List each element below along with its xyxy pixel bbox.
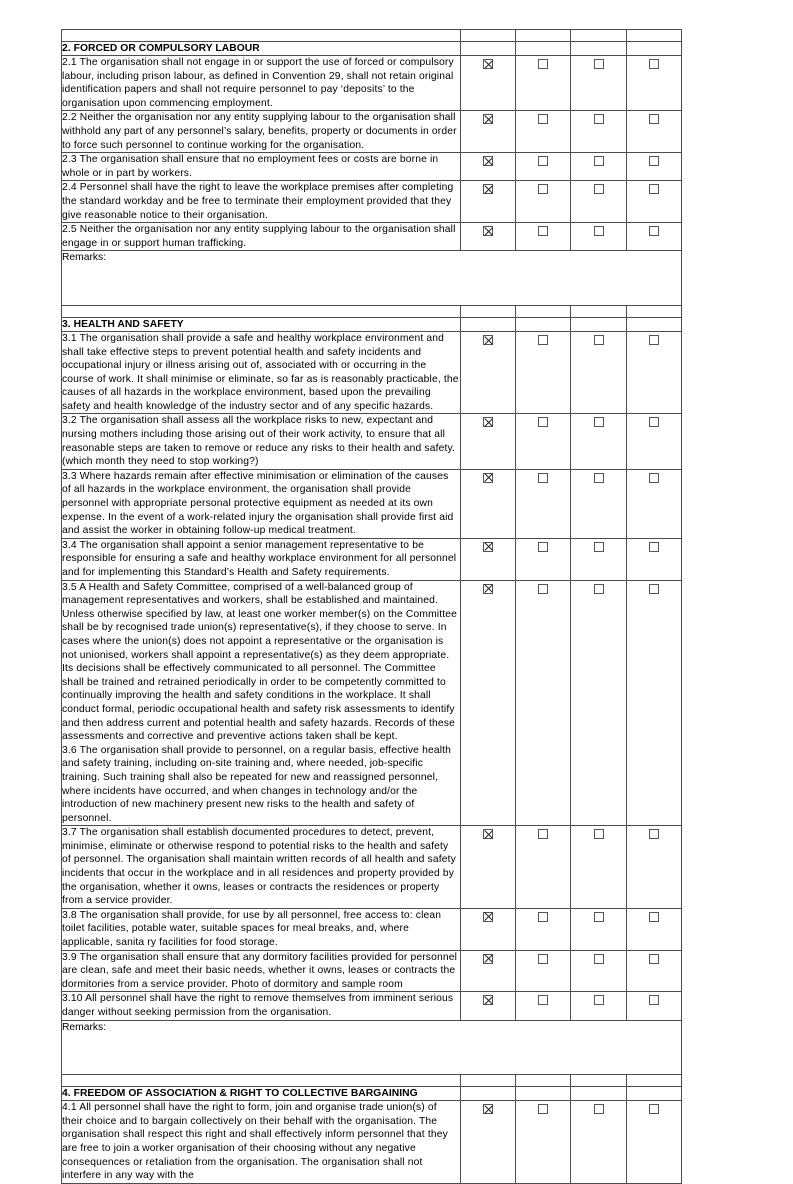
requirement-text: [62, 181, 461, 223]
checkbox-empty-icon[interactable]: [538, 226, 548, 236]
checkbox-empty-icon[interactable]: [538, 335, 548, 345]
requirement-row: [62, 223, 682, 251]
requirement-text: [62, 908, 461, 950]
requirement-text: [62, 950, 461, 992]
checkbox-cell-2.3-col4[interactable]: [627, 153, 682, 181]
checkbox-empty-icon[interactable]: [649, 59, 659, 69]
checkbox-cell-3.5-3.6-col3[interactable]: [571, 580, 627, 826]
checkbox-cell-2.4-col2[interactable]: [516, 181, 571, 223]
checkbox-empty-icon[interactable]: [594, 542, 604, 552]
checkbox-cell-2.5-col3[interactable]: [571, 223, 627, 251]
checkbox-empty-icon[interactable]: [649, 542, 659, 552]
checkbox-empty-icon[interactable]: [649, 829, 659, 839]
checkbox-checked-icon[interactable]: [483, 912, 493, 922]
requirement-paragraph: 2.1 The organisation shall not engage in or support the use of forced or compulsory labour, including prison labour, as defined in Convention 29, shall not retain original identification papers and shall not require personnel to pay ‘deposits’ to the organisation upon commencing employment.: [62, 57, 454, 109]
section-heading-check-cell: [627, 42, 682, 56]
checkbox-cell-3.1-col2[interactable]: [516, 331, 571, 414]
checkbox-empty-icon[interactable]: [594, 114, 604, 124]
checkbox-checked-icon[interactable]: [483, 184, 493, 194]
section-heading: 3. HEALTH AND SAFETY: [62, 317, 461, 331]
requirement-paragraph: 3.9 The organisation shall ensure that any dormitory facilities provided for personnel are clean, safe and meet their basic needs, whether it owns, leases or contracts the dormitories from a service provider. Photo of dormitory and sample room: [62, 951, 458, 990]
empty-check-cell: [516, 1075, 571, 1087]
checkbox-checked-icon[interactable]: [483, 473, 493, 483]
checkbox-cell-3.8-col4[interactable]: [627, 908, 682, 950]
checkbox-cell-2.5-col1[interactable]: [461, 223, 516, 251]
checkbox-cell-3.5-3.6-col2[interactable]: [516, 580, 571, 826]
checkbox-cell-4.1-col1[interactable]: [461, 1101, 516, 1184]
checkbox-empty-icon[interactable]: [538, 156, 548, 166]
requirement-paragraph: 3.6 The organisation shall provide to personnel, on a regular basis, effective health and safety training, including on-site training and, where needed, job-specific training. Such training shall also be repeated for new and reassigned personnel, where incidents have occurred, and when changes in technology and/or the introduction of new machinery present new risks to the health and safety of personnel.: [62, 744, 452, 824]
checkbox-empty-icon[interactable]: [649, 184, 659, 194]
checkbox-cell-3.1-col3[interactable]: [571, 331, 627, 414]
empty-check-cell: [516, 30, 571, 42]
section-heading-row: [62, 317, 682, 331]
checkbox-cell-3.2-col2[interactable]: [516, 414, 571, 469]
checkbox-cell-3.9-col1[interactable]: [461, 950, 516, 992]
checkbox-empty-icon[interactable]: [649, 912, 659, 922]
checkbox-cell-2.2-col4[interactable]: [627, 111, 682, 153]
checkbox-cell-3.10-col1[interactable]: [461, 992, 516, 1020]
requirement-row: [62, 56, 682, 111]
checkbox-empty-icon[interactable]: [594, 156, 604, 166]
remarks-input-area[interactable]: [62, 265, 681, 305]
empty-check-cell: [461, 1075, 516, 1087]
checkbox-cell-3.5-3.6-col4[interactable]: [627, 580, 682, 826]
section-divider-row: [62, 1075, 682, 1087]
checkbox-cell-3.8-col2[interactable]: [516, 908, 571, 950]
requirement-row: [62, 181, 682, 223]
requirement-text: [62, 56, 461, 111]
requirement-paragraph: 3.2 The organisation shall assess all the workplace risks to new, expectant and nursing mothers including those arising out of their work activity, to ensure that all reasonable steps are taken to remove or reduce any risks to their health and safety. (which month they need to stop working?): [62, 415, 456, 468]
empty-check-cell: [571, 1075, 627, 1087]
checkbox-empty-icon[interactable]: [538, 954, 548, 964]
checkbox-cell-2.2-col3[interactable]: [571, 111, 627, 153]
checkbox-checked-icon[interactable]: [483, 59, 493, 69]
requirement-paragraph: 3.5 A Health and Safety Committee, comprised of a well-balanced group of management representatives and workers, shall be established and maintained. Unless otherwise specified by law, at least one worker member(s) on the Committee shall be by recognised trade union(s) representative(s), if they choose to serve. In cases where the union(s) does not appoint a representative or the organisation is not unionised, workers shall appoint a representative(s) as they deem appropriate. Its decisions shall be effectively communicated to all personnel. The Committee shall be trained and retrained periodically in order to be competently committed to continually improving the health and safety conditions in the workplace. It shall conduct formal, periodic occupational health and safety risk assessments to identify and then address current and potential health and safety hazards. Records of these assessments and corrective and preventive actions taken shall be kept.: [62, 581, 458, 743]
checkbox-cell-3.8-col3[interactable]: [571, 908, 627, 950]
section-heading-check-cell: [571, 1087, 627, 1101]
checkbox-cell-2.2-col1[interactable]: [461, 111, 516, 153]
checkbox-cell-2.3-col3[interactable]: [571, 153, 627, 181]
checkbox-empty-icon[interactable]: [594, 584, 604, 594]
checkbox-checked-icon[interactable]: [483, 226, 493, 236]
checkbox-empty-icon[interactable]: [538, 1104, 548, 1114]
remarks-cell[interactable]: [62, 1020, 682, 1075]
requirement-text: [62, 826, 461, 909]
empty-check-cell: [516, 305, 571, 317]
checkbox-cell-3.2-col1[interactable]: [461, 414, 516, 469]
checkbox-checked-icon[interactable]: [483, 542, 493, 552]
requirement-text: [62, 469, 461, 538]
section-heading-check-cell: [461, 317, 516, 331]
checkbox-empty-icon[interactable]: [538, 542, 548, 552]
requirement-paragraph: 2.3 The organisation shall ensure that no employment fees or costs are borne in whole or in part by workers.: [62, 154, 439, 179]
checkbox-checked-icon[interactable]: [483, 954, 493, 964]
requirement-row: [62, 111, 682, 153]
requirement-paragraph: 2.2 Neither the organisation nor any entity supplying labour to the organisation shall withhold any part of any personnel’s salary, benefits, property or documents in order to force such personnel to continue working for the organisation.: [62, 112, 457, 151]
section-heading-check-cell: [571, 317, 627, 331]
section-heading: 4. FREEDOM OF ASSOCIATION & RIGHT TO COLLECTIVE BARGAINING: [62, 1087, 461, 1101]
checkbox-checked-icon[interactable]: [483, 114, 493, 124]
requirement-row: [62, 992, 682, 1020]
checkbox-cell-2.2-col2[interactable]: [516, 111, 571, 153]
requirement-paragraph: 2.5 Neither the organisation nor any entity supplying labour to the organisation shall engage in or support human trafficking.: [62, 224, 456, 249]
section-heading: 2. FORCED OR COMPULSORY LABOUR: [62, 42, 461, 56]
remarks-label: Remarks:: [62, 1021, 107, 1033]
requirement-text: [62, 580, 461, 826]
checkbox-checked-icon[interactable]: [483, 995, 493, 1005]
requirement-row: [62, 908, 682, 950]
checkbox-empty-icon[interactable]: [594, 184, 604, 194]
requirement-paragraph: 3.4 The organisation shall appoint a senior management representative to be responsible for ensuring a safe and healthy workplace environment for all personnel and for implementing this Standard’s Health and Safety requirements.: [62, 539, 457, 578]
empty-check-cell: [627, 305, 682, 317]
checkbox-cell-3.1-col1[interactable]: [461, 331, 516, 414]
checkbox-empty-icon[interactable]: [538, 184, 548, 194]
requirement-text: [62, 1101, 461, 1184]
checkbox-cell-3.3-col4[interactable]: [627, 469, 682, 538]
remarks-label: Remarks:: [62, 252, 107, 264]
empty-check-cell: [461, 305, 516, 317]
section-heading-check-cell: [627, 1087, 682, 1101]
checkbox-cell-3.4-col2[interactable]: [516, 538, 571, 580]
checkbox-cell-3.7-col1[interactable]: [461, 826, 516, 909]
requirement-paragraph: 3.7 The organisation shall establish documented procedures to detect, prevent, minimise, eliminate or otherwise respond to potential risks to the health and safety of personnel. The organisation shall maintain written records of all health and safety incidents that occur in the workplace and in all residences and property provided by the organisation, whether it owns, leases or contracts the residences or property from a service provider.: [62, 827, 456, 907]
checkbox-cell-2.4-col4[interactable]: [627, 181, 682, 223]
checkbox-cell-2.1-col3[interactable]: [571, 56, 627, 111]
checkbox-checked-icon[interactable]: [483, 829, 493, 839]
checkbox-empty-icon[interactable]: [649, 584, 659, 594]
requirement-row: [62, 826, 682, 909]
requirement-row: [62, 538, 682, 580]
requirement-paragraph: 2.4 Personnel shall have the right to leave the workplace premises after completing the standard workday and be free to terminate their employment provided that they give reasonable notice to their organisation.: [62, 182, 454, 221]
checkbox-cell-3.3-col2[interactable]: [516, 469, 571, 538]
checkbox-empty-icon[interactable]: [594, 473, 604, 483]
checkbox-empty-icon[interactable]: [538, 473, 548, 483]
requirement-text: [62, 223, 461, 251]
checkbox-cell-3.9-col4[interactable]: [627, 950, 682, 992]
checkbox-cell-3.10-col4[interactable]: [627, 992, 682, 1020]
checkbox-cell-3.3-col3[interactable]: [571, 469, 627, 538]
section-heading-check-cell: [627, 317, 682, 331]
checkbox-cell-3.8-col1[interactable]: [461, 908, 516, 950]
checkbox-cell-3.9-col3[interactable]: [571, 950, 627, 992]
checkbox-empty-icon[interactable]: [594, 226, 604, 236]
requirement-paragraph: 3.1 The organisation shall provide a safe and healthy workplace environment and shall take effective steps to prevent potential health and safety incidents and occupational injury or illness arising out of, associated with or occurring in the course of work. It shall minimise or eliminate, so far as is reasonably practicable, the causes of all hazards in the workplace environment, based upon the prevailing safety and health knowledge of the industry sector and of any specific hazards.: [62, 332, 459, 412]
checkbox-checked-icon[interactable]: [483, 584, 493, 594]
checkbox-cell-4.1-col4[interactable]: [627, 1101, 682, 1184]
checkbox-empty-icon[interactable]: [594, 335, 604, 345]
checkbox-empty-icon[interactable]: [594, 954, 604, 964]
audit-checklist-page: [61, 29, 681, 1184]
checkbox-cell-4.1-col2[interactable]: [516, 1101, 571, 1184]
section-heading-check-cell: [461, 1087, 516, 1101]
requirement-text: [62, 111, 461, 153]
empty-check-cell: [571, 30, 627, 42]
checkbox-empty-icon[interactable]: [649, 473, 659, 483]
checkbox-cell-3.5-3.6-col1[interactable]: [461, 580, 516, 826]
empty-check-cell: [627, 1075, 682, 1087]
requirement-row: [62, 331, 682, 414]
requirement-row: [62, 1101, 682, 1184]
remarks-row: [62, 1020, 682, 1075]
requirement-paragraph: 4.1 All personnel shall have the right to form, join and organise trade union(s) of their choice and to bargain collectively on their behalf with the organisation. The organisation shall respect this right and shall effectively inform personnel that they are free to join a worker organisation of their choosing without any negative consequences or retaliation from the organisation. The organisation shall not interfere in any way with the: [62, 1102, 448, 1182]
top-blank-row: [62, 30, 682, 42]
checkbox-checked-icon[interactable]: [483, 156, 493, 166]
requirement-text: [62, 992, 461, 1020]
requirement-text: [62, 414, 461, 469]
checkbox-cell-3.7-col4[interactable]: [627, 826, 682, 909]
blank-divider-cell: [62, 305, 461, 317]
checkbox-empty-icon[interactable]: [649, 335, 659, 345]
empty-check-cell: [627, 30, 682, 42]
remarks-input-area[interactable]: [62, 1034, 681, 1074]
section-heading-check-cell: [571, 42, 627, 56]
checkbox-cell-3.7-col2[interactable]: [516, 826, 571, 909]
checkbox-cell-2.5-col2[interactable]: [516, 223, 571, 251]
remarks-row: [62, 251, 682, 306]
checkbox-cell-3.9-col2[interactable]: [516, 950, 571, 992]
remarks-cell[interactable]: [62, 251, 682, 306]
checkbox-empty-icon[interactable]: [594, 995, 604, 1005]
requirement-row: [62, 153, 682, 181]
checkbox-empty-icon[interactable]: [649, 954, 659, 964]
checkbox-empty-icon[interactable]: [538, 912, 548, 922]
checkbox-empty-icon[interactable]: [594, 59, 604, 69]
audit-table: [61, 29, 682, 1184]
checkbox-cell-2.1-col4[interactable]: [627, 56, 682, 111]
checkbox-empty-icon[interactable]: [649, 1104, 659, 1114]
checkbox-cell-3.4-col3[interactable]: [571, 538, 627, 580]
empty-check-cell: [461, 30, 516, 42]
checkbox-empty-icon[interactable]: [594, 1104, 604, 1114]
requirement-row: [62, 469, 682, 538]
checkbox-cell-4.1-col3[interactable]: [571, 1101, 627, 1184]
checkbox-empty-icon[interactable]: [649, 156, 659, 166]
blank-divider-cell: [62, 30, 461, 42]
section-heading-row: [62, 42, 682, 56]
checkbox-cell-2.4-col3[interactable]: [571, 181, 627, 223]
section-heading-row: [62, 1087, 682, 1101]
checkbox-cell-3.7-col3[interactable]: [571, 826, 627, 909]
requirement-text: [62, 331, 461, 414]
checkbox-cell-3.3-col1[interactable]: [461, 469, 516, 538]
checkbox-empty-icon[interactable]: [538, 114, 548, 124]
checkbox-cell-3.10-col2[interactable]: [516, 992, 571, 1020]
requirement-text: [62, 153, 461, 181]
empty-check-cell: [571, 305, 627, 317]
checkbox-cell-3.4-col4[interactable]: [627, 538, 682, 580]
checkbox-checked-icon[interactable]: [483, 335, 493, 345]
checkbox-empty-icon[interactable]: [649, 226, 659, 236]
checkbox-empty-icon[interactable]: [538, 417, 548, 427]
checkbox-cell-3.1-col4[interactable]: [627, 331, 682, 414]
checkbox-empty-icon[interactable]: [649, 114, 659, 124]
requirement-paragraph: 3.10 All personnel shall have the right to remove themselves from imminent serious danger without seeking permission from the organisation.: [62, 993, 454, 1018]
checkbox-empty-icon[interactable]: [594, 829, 604, 839]
checkbox-empty-icon[interactable]: [538, 829, 548, 839]
checkbox-empty-icon[interactable]: [594, 912, 604, 922]
requirement-row: [62, 950, 682, 992]
checkbox-cell-2.4-col1[interactable]: [461, 181, 516, 223]
blank-divider-cell: [62, 1075, 461, 1087]
section-divider-row: [62, 305, 682, 317]
checkbox-cell-2.1-col2[interactable]: [516, 56, 571, 111]
requirement-text: [62, 538, 461, 580]
checkbox-empty-icon[interactable]: [538, 59, 548, 69]
section-heading-check-cell: [461, 42, 516, 56]
section-heading-check-cell: [516, 42, 571, 56]
checkbox-checked-icon[interactable]: [483, 1104, 493, 1114]
checkbox-cell-2.5-col4[interactable]: [627, 223, 682, 251]
checkbox-empty-icon[interactable]: [594, 417, 604, 427]
section-heading-check-cell: [516, 317, 571, 331]
checkbox-empty-icon[interactable]: [649, 995, 659, 1005]
checkbox-empty-icon[interactable]: [538, 995, 548, 1005]
checkbox-cell-2.3-col1[interactable]: [461, 153, 516, 181]
requirement-row: [62, 414, 682, 469]
checkbox-cell-3.10-col3[interactable]: [571, 992, 627, 1020]
checkbox-cell-3.2-col3[interactable]: [571, 414, 627, 469]
checkbox-cell-3.4-col1[interactable]: [461, 538, 516, 580]
checkbox-empty-icon[interactable]: [649, 417, 659, 427]
checkbox-cell-2.1-col1[interactable]: [461, 56, 516, 111]
requirement-row: [62, 580, 682, 826]
requirement-paragraph: 3.3 Where hazards remain after effective minimisation or elimination of the causes of all hazards in the workplace environment, the organisation shall provide personnel with appropriate personal protective equipment as needed at its own expense. In the event of a work-related injury the organisation shall provide first aid and assist the worker in obtaining follow-up medical treatment.: [62, 470, 454, 537]
checkbox-cell-2.3-col2[interactable]: [516, 153, 571, 181]
section-heading-check-cell: [516, 1087, 571, 1101]
requirement-paragraph: 3.8 The organisation shall provide, for use by all personnel, free access to: clean toilet facilities, potable water, suitable spaces for meal breaks, and, where applicable, sanita ry facilities for food storage.: [62, 909, 442, 949]
checkbox-cell-3.2-col4[interactable]: [627, 414, 682, 469]
checkbox-checked-icon[interactable]: [483, 417, 493, 427]
checkbox-empty-icon[interactable]: [538, 584, 548, 594]
